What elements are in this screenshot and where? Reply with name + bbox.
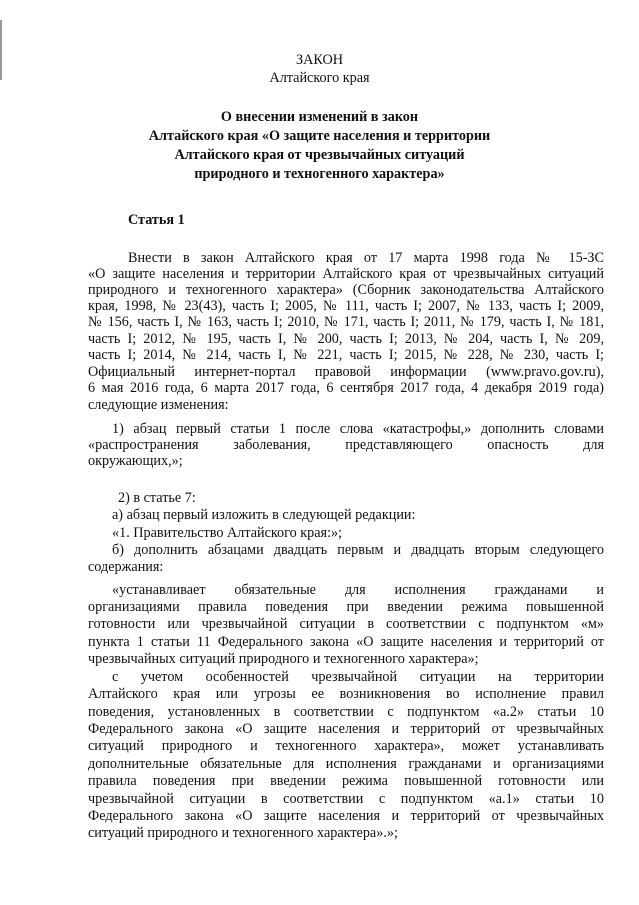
body-line-6: часть I; 2012, № 195, часть I, № 200, часть I; 2013, № 204, часть I, № 209, [88, 331, 604, 347]
para-22-line-10: ситуаций природного и техногенного характера».»; [88, 825, 398, 841]
para-21-line-4: пункта 1 статьи 11 Федерального закона «О защите населения и территорий от [88, 634, 604, 650]
para-22-line-4: Федерального закона «О защите населения и территорий от чрезвычайных [88, 721, 604, 737]
para-22-line-7: правила поведения при введении режима повышенной готовности или [88, 773, 604, 789]
item-2a-line: а) абзац первый изложить в следующей редакции: [112, 507, 416, 523]
item-1-line-3: окружающих,»; [88, 453, 183, 469]
doc-type: ЗАКОН [296, 52, 343, 68]
body-line-9: 6 мая 2016 года, 6 марта 2017 года, 6 сентября 2017 года, 4 декабря 2019 года) [88, 380, 604, 396]
item-1-line-1: 1) абзац первый статьи 1 после слова «катастрофы,» дополнить словами [112, 421, 604, 437]
body-line-1: Внести в закон Алтайского края от 17 марта 1998 года № 15-ЗС [128, 250, 604, 266]
body-line-4: края, 1998, № 23(43), часть I; 2005, № 111, часть I; 2007, № 133, часть I; 2009, [88, 298, 604, 314]
title-line-3: Алтайского края от чрезвычайных ситуаций [174, 147, 465, 163]
para-21-line-2: организациями правила поведения при введении режима повышенной [88, 599, 604, 615]
para-22-line-3: поведения, установленных в соответствии с подпунктом «а.2» статьи 10 [88, 704, 604, 720]
title-line-4: природного и техногенного характера» [194, 166, 445, 182]
para-21-line-3: готовности или чрезвычайной ситуации в соответствии с подпунктом «м» [88, 616, 604, 632]
body-line-3: природного и техногенного характера» (Сборник законодательства Алтайского [88, 282, 604, 298]
item-2b-line-2: содержания: [88, 559, 164, 575]
para-22-line-2: Алтайского края или угрозы ее возникновения во исполнение правил [88, 686, 604, 702]
body-line-8: Официальный интернет-портал правовой информации (www.pravo.gov.ru), [88, 364, 604, 380]
item-2a-quote: «1. Правительство Алтайского края:»; [112, 525, 343, 541]
body-line-2: «О защите населения и территории Алтайского края от чрезвычайных ситуаций [88, 266, 604, 282]
body-line-5: № 156, часть I, № 163, часть I; 2010, № 171, часть I; 2011, № 179, часть I, № 181, [88, 314, 604, 330]
item-1-line-2: «распространения заболевания, представляющего опасность для [88, 437, 604, 453]
article-heading: Статья 1 [128, 212, 185, 228]
title-line-2: Алтайского края «О защите населения и территории [148, 128, 491, 144]
para-21-line-5: чрезвычайных ситуаций природного и техногенного характера»; [88, 651, 479, 667]
para-22-line-8: чрезвычайной ситуации в соответствии с подпунктом «а.1» статьи 10 [88, 791, 604, 807]
body-line-10: следующие изменения: [88, 397, 229, 413]
para-22-line-9: Федерального закона «О защите населения и территорий от чрезвычайных [88, 808, 604, 824]
body-line-7: часть I; 2014, № 214, часть I, № 221, часть I; 2015, № 228, № 230, часть I; [88, 347, 604, 363]
item-2b-line-1: б) дополнить абзацами двадцать первым и двадцать вторым следующего [112, 542, 604, 558]
issuer: Алтайского края [269, 70, 370, 86]
para-22-line-1: с учетом особенностей чрезвычайной ситуации на территории [112, 669, 604, 685]
para-22-line-5: ситуаций природного и техногенного характера», может устанавливать [88, 738, 604, 754]
para-22-line-6: дополнительные обязательные для исполнения гражданами и организациями [88, 756, 604, 772]
item-2-heading: 2) в статье 7: [118, 490, 196, 506]
title-line-1: О внесении изменений в закон [220, 109, 419, 125]
para-21-line-1: «устанавливает обязательные для исполнения гражданами и [112, 582, 604, 598]
